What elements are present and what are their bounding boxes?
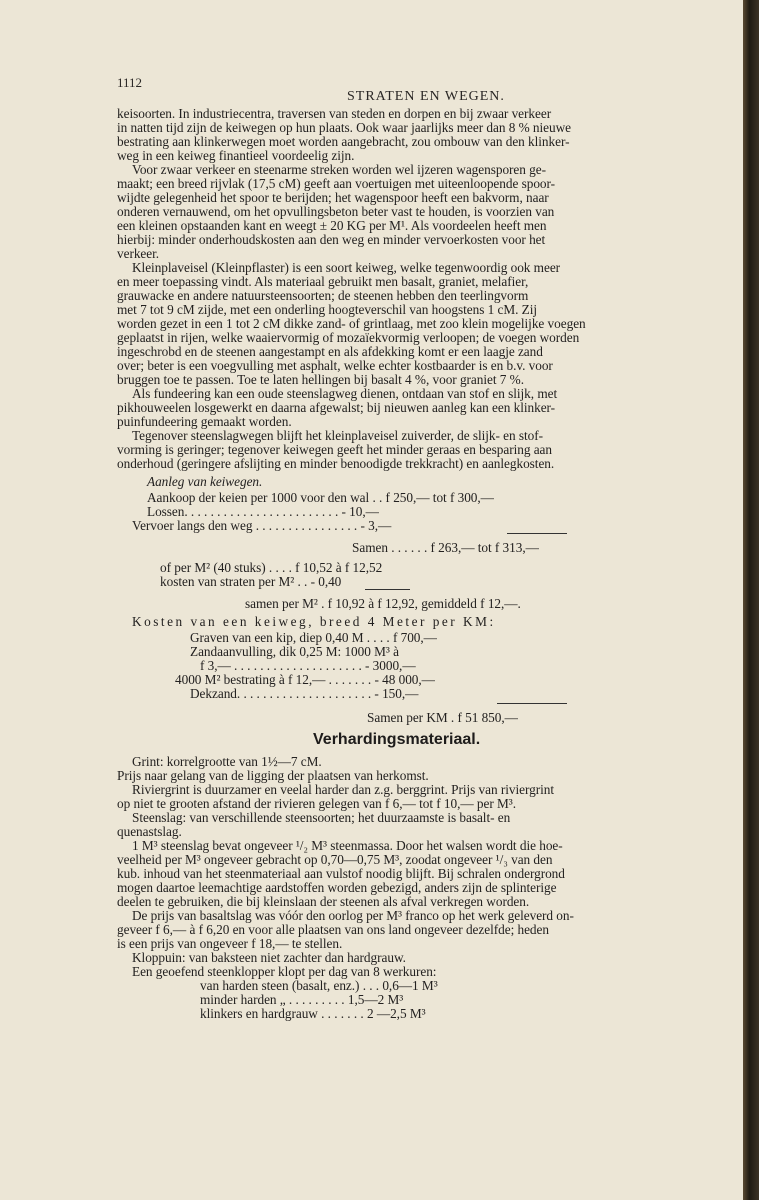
text-line: grauwacke en andere natuursteensoorten; de steenen hebben den teerlingvorm [117, 288, 529, 303]
text-line: een kleinen opstaanden kant en weegt ± 20 KG per M¹. Als voordeelen heeft men [117, 218, 547, 233]
text-line: mogen daartoe leemachtige aardstoffen worden gebezigd, anders zijn de splinterige [117, 880, 557, 895]
sum-rule [365, 589, 410, 590]
text-line: maakt; een breed rijvlak (17,5 cM) geeft aan voertuigen met uiteenloopende spoor- [117, 176, 556, 191]
text-line: met 7 tot 9 cM zijde, met een onderling hoogteverschil van hoogstens 1 cM. Zij [117, 302, 538, 317]
text-line: onderhoud (geringere afslijting en minder benoodigde trekkracht) en aanlegkosten. [117, 456, 555, 471]
cost-line: Samen per KM . f 51 850,— [367, 710, 518, 725]
text-line: kub. inhoud van het steenmateriaal aan vulstof noodig blijft. Bij schralen ondergrond [117, 866, 565, 881]
cost-line: kosten van straten per M² . . - 0,40 [160, 574, 342, 589]
text-line: in natten tijd zijn de keiwegen op hun plaats. Ook waar jaarlijks meer dan 8 % nieuwe [117, 120, 571, 135]
running-head: STRATEN EN WEGEN. [347, 89, 505, 104]
text-line: Tegenover steenslagwegen blijft het kleinplaveisel zuiverder, de slijk- en stof- [132, 428, 544, 443]
text-line: 1 M³ steenslag bevat ongeveer ¹/₂ M³ steenmassa. Door het walsen wordt die hoe- [132, 838, 563, 853]
text-line: Riviergrint is duurzamer en veelal harder dan z.g. berggrint. Prijs van riviergrint [132, 782, 554, 797]
yield-line: van harden steen (basalt, enz.) . . . 0,6—1 M³ [200, 978, 438, 993]
sum-rule [497, 703, 567, 704]
cost-line: f 3,— . . . . . . . . . . . . . . . . . . . . - 3000,— [200, 658, 416, 673]
cost-line: 4000 M² bestrating à f 12,— . . . . . . . - 48 000,— [175, 672, 435, 687]
text-line: op niet te grooten afstand der rivieren gelegen van f 6,— tot f 10,— per M³. [117, 796, 516, 811]
text-line: vorming is geringer; tegenover keiwegen geeft het minder geraas en besparing aan [117, 442, 552, 457]
text-line: wijdte gelegenheid het spoor te berijden; het wagenspoor heeft een bakvorm, naar [117, 190, 549, 205]
cost-line: Kosten van een keiweg, breed 4 Meter per KM: [132, 614, 496, 629]
text-line: weg in een keiweg finantieel voordeelig zijn. [117, 148, 355, 163]
text-line: bestrating aan klinkerwegen moet worden aangebracht, zou ombouw van den klinker- [117, 134, 570, 149]
text-line: Grint: korrelgrootte van 1½—7 cM. [132, 754, 322, 769]
cost-line: Graven van een kip, diep 0,40 M . . . . f 700,— [190, 630, 437, 645]
text-line: Kleinplaveisel (Kleinpflaster) is een soort keiweg, welke tegenwoordig ook meer [132, 260, 561, 275]
yield-line: minder harden „ . . . . . . . . . 1,5—2 M³ [200, 992, 404, 1007]
text-line: onderen vernauwend, om het opvullingsbeton beter vast te houden, is voorzien van [117, 204, 555, 219]
text-line: pikhouweelen losgewerkt en daarna afgewalst; bij nieuwen aanleg kan een klinker- [117, 400, 556, 415]
text-line: worden gezet in een 1 tot 2 cM dikke zand- of grintlaag, met zoo klein mogelijke voegen [117, 316, 586, 331]
cost-line: Lossen. . . . . . . . . . . . . . . . . . . . . . . . - 10,— [147, 504, 379, 519]
cost-line: Vervoer langs den weg . . . . . . . . . . . . . . . . - 3,— [132, 518, 392, 533]
text-line: Kloppuin: van baksteen niet zachter dan hardgrauw. [132, 950, 406, 965]
page-number: 1112 [117, 75, 143, 90]
text-line: Prijs naar gelang van de ligging der plaatsen van herkomst. [117, 768, 429, 783]
cost-line: of per M² (40 stuks) . . . . f 10,52 à f 12,52 [160, 560, 383, 575]
text-line: veelheid per M³ ongeveer gebracht op 0,70—0,75 M³, zoodat ongeveer ¹/₃ van den [117, 852, 553, 867]
text-line: hierbij: minder onderhoudskosten aan den weg en minder vervoerkosten voor het [117, 232, 546, 247]
text-line: bruggen toe te passen. Toe te laten hellingen bij basalt 4 %, voor graniet 7 %. [117, 372, 524, 387]
text-line: geveer f 6,— à f 6,20 en voor alle plaatsen van ons land ongeveer dezelfde; heden [117, 922, 549, 937]
text-line: is een prijs van ongeveer f 18,— te stellen. [117, 936, 343, 951]
yield-line: klinkers en hardgrauw . . . . . . . 2 —2,5 M³ [200, 1006, 426, 1021]
text-line: verkeer. [117, 246, 160, 261]
text-line: ingeschrobd en de steenen aangestampt en als afdekking komt er een laagje zand [117, 344, 543, 359]
text-line: keisoorten. In industriecentra, traversen van steden en dorpen en bij zwaar verkeer [117, 106, 552, 121]
cost-line: Aankoop der keien per 1000 voor den wal . . f 250,— tot f 300,— [147, 490, 494, 505]
cost-line: Dekzand. . . . . . . . . . . . . . . . . . . . . - 150,— [190, 686, 419, 701]
section-subheading: Aanleg van keiwegen. [147, 474, 263, 489]
cost-line: Samen . . . . . . f 263,— tot f 313,— [352, 540, 539, 555]
text-line: over; beter is een voegvulling met asphalt, welke echter kostbaarder is en b.v. voor [117, 358, 553, 373]
text-line: geplaatst in rijen, welke waaiervormig of mozaïekvormig verloopen; de voegen worden [117, 330, 580, 345]
text-line: Als fundeering kan een oude steenslagweg dienen, ontdaan van stof en slijk, met [132, 386, 558, 401]
text-line: deelen te gebruiken, die bij kleinslaan der steenen als afval verkregen worden. [117, 894, 530, 909]
text-line: Steenslag: van verschillende steensoorten; het duurzaamste is basalt- en [132, 810, 511, 825]
text-line: Een geoefend steenklopper klopt per dag van 8 werkuren: [132, 964, 437, 979]
text-line: puinfundeering gemaakt worden. [117, 414, 292, 429]
text-line: en meer toepassing vindt. Als materiaal gebruikt men basalt, graniet, melafier, [117, 274, 529, 289]
section-heading: Verhardingsmateriaal. [313, 731, 481, 748]
sum-rule [507, 533, 567, 534]
text-line: De prijs van basaltslag was vóór den oorlog per M³ franco op het werk geleverd on- [132, 908, 574, 923]
book-spine [743, 0, 759, 1200]
cost-line: samen per M² . f 10,92 à f 12,92, gemiddeld f 12,—. [245, 596, 521, 611]
text-line: Voor zwaar verkeer en steenarme streken worden wel ijzeren wagensporen ge- [132, 162, 546, 177]
cost-line: Zandaanvulling, dik 0,25 M: 1000 M³ à [190, 644, 399, 659]
text-line: quenastslag. [117, 824, 182, 839]
